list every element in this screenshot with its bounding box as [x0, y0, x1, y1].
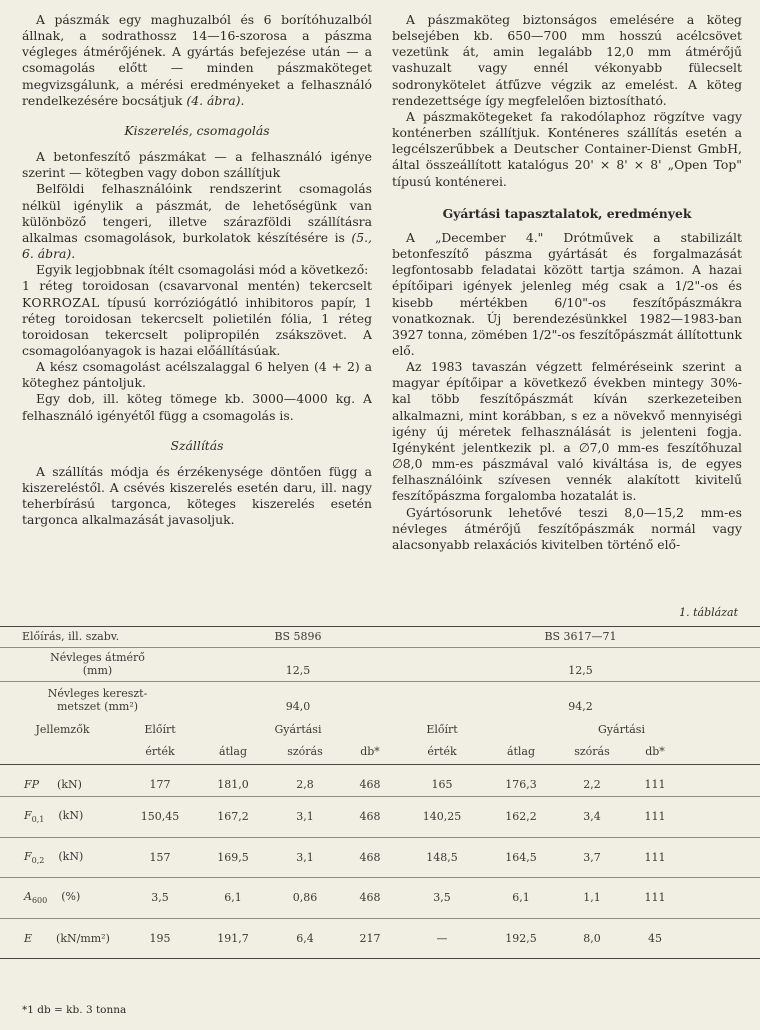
deviation-header: szórás [574, 745, 610, 759]
table-row: $F_{0,2}$ (kN) 157 169,5 3,1 468 148,5 164,5 3,7 111 [24, 849, 666, 865]
deviation-header: szórás [287, 745, 323, 759]
required-header: Előírt [144, 722, 176, 736]
average-header: átlag [506, 745, 536, 759]
paragraph: A pászmaköteg biztonságos emelésére a köteg belsejében kb. 650—700 mm hosszú acélcsövet vezetünk át, amin legalább 12,0 mm átmérőjű vashuzalt vagy ennél vékonyabb fülecselt sodronykötelet átfűzve végzik az emelést. A köteg rendezettsége így megfelelően biztosítható. [392, 12, 742, 108]
standard-1: BS 5896 [274, 630, 322, 644]
specification-table [0, 626, 760, 959]
paragraph: Egyik legjobbnak ítélt csomagolási mód a következő: [36, 262, 369, 278]
characteristics-label: Jellemzők [35, 722, 90, 736]
section-heading: Szállítás [170, 437, 224, 453]
section-heading: Gyártási tapasztalatok, eredmények [442, 205, 692, 221]
right-text-column [392, 12, 742, 553]
table-row: $F_{0,1}$ (kN) 150,45 167,2 3,1 468 140,25 162,2 3,4 111 [24, 809, 666, 825]
required-subheader: érték [427, 745, 457, 759]
area-label: Névleges kereszt- metszet (mm²) [47, 687, 148, 713]
required-subheader: érték [145, 745, 175, 759]
standard-2: BS 3617—71 [544, 630, 617, 644]
area-value-2: 94,2 [568, 699, 593, 713]
left-text-column [22, 12, 372, 529]
paragraph: A pászmakötegeket fa rakodólaphoz rögzítve vagy konténerben szállítjuk. Konténeres szállítás esetén a legcélszerűbbek a Deutscher Container-Dienst GmbH, által összeállított katalógus 20' × 8' × 8' „Open Top" típusú konténerei. [392, 108, 742, 189]
paragraph: A „December 4." Drótművek a stabilizált betonfeszítő pászma gyártását és forgalmazását legfontosabb feladatai között tartja számon. A hazai építőipari igények jelenleg még csak a 1/2"-os és kisebb mértékben 6/10"-os feszítőpászmákra vonatkoznak. Új berendezésünkkel 1982—1983-ban 3927 tonna, zömében 1/2"-os feszítőpászmát állítottunk elő. [392, 229, 742, 358]
paragraph: A pászmák egy maghuzalból és 6 borítóhuzalból állnak, a sodrathossz 14—16-szorosa a pászma végleges átmérőjének. A gyártás befejezése után — a csomagolás előtt — minden pászmaköteget megvizsgálunk, a mérési eredményeket a felhasználó rendelkezésére bocsátjuk (4. ábra). [22, 12, 372, 108]
table-caption: 1. táblázat [679, 606, 738, 619]
paragraph: Belföldi felhasználóink rendszerint csomagolás nélkül igénylik a pászmát, de lehetőségünk van különböző tengeri, illetve szárazföldi szállításra alkalmas csomagolások, burkolatok készítésére is (5., 6. ábra). [22, 181, 372, 262]
table-footnote: *1 db = kb. 3 tonna [22, 1004, 127, 1016]
count-header: db* [360, 745, 380, 759]
paragraph: A kész csomagolást acélszalaggal 6 helyen (4 + 2) a köteghez pántoljuk. [22, 359, 372, 391]
paragraph: Az 1983 tavaszán végzett felméréseink szerint a magyar építőipar a következő években mintegy 30%-kal több feszítőpászmát kíván szerkezeteiben alkalmazni, mint korábban, s ez a növekvő mennyiségi igény új méretek felhasználását is jelenteni fogja. Igényként jelentkezik pl. a ∅7,0 mm-es feszítőhuzal ∅8,0 mm-es pászmával való kiváltása is, de egyes felhasználóink szívesen vennék alakított kivitelű feszítőpászma forgalomba hozatalát is. [392, 359, 742, 504]
table-row: FP (kN) 177 181,0 2,8 468 165 176,3 2,2 111 [24, 777, 666, 791]
spec-label: Előírás, ill. szabv. [22, 630, 120, 644]
required-header: Előírt [426, 722, 458, 736]
table-row: $A_{600}$ (%) 3,5 6,1 0,86 468 3,5 6,1 1,1 111 [24, 890, 666, 906]
diameter-value-2: 12,5 [568, 663, 593, 677]
diameter-label: Névleges átmérő (mm) [50, 651, 145, 678]
paragraph: A szállítás módja és érzékenysége döntően függ a kiszereléstől. A csévés kiszerelés esetén daru, ill. nagy teherbírású targonca, köteges kiszerelés esetén targonca alkalmazását javasoljuk. [22, 463, 372, 528]
count-header: db* [645, 745, 665, 759]
paragraph: 1 réteg toroidosan (csavarvonal mentén) tekercselt KORROZAL típusú korróziógátló inhibitoros papír, 1 réteg toroidosan tekercselt polietilén fólia, 1 réteg toroidosan tekercselt polipropilén zsákszövet. A csomagolóanyagok is hazai előállításúak. [22, 278, 372, 358]
average-header: átlag [218, 745, 248, 759]
diameter-value-1: 12,5 [285, 663, 311, 677]
paragraph: Egy dob, ill. köteg tömege kb. 3000—4000 kg. A felhasználó igényétől függ a csomagolás is. [22, 391, 372, 423]
production-header: Gyártási [598, 722, 645, 736]
paragraph: Gyártósorunk lehetővé teszi 8,0—15,2 mm-es névleges átmérőjű feszítőpászmák normál vagy alacsonyabb relaxációs kivitelben történő elő- [392, 504, 742, 552]
paragraph: A betonfeszítő pászmákat — a felhasználó igénye szerint — kötegben vagy dobon szállítjuk [22, 149, 372, 181]
table-row: E (kN/mm²) 195 191,7 6,4 217 — 192,5 8,0 45 [24, 931, 662, 945]
production-header: Gyártási [274, 722, 322, 736]
section-heading: Kiszerelés, csomagolás [124, 122, 270, 138]
area-value-1: 94,0 [285, 699, 311, 713]
